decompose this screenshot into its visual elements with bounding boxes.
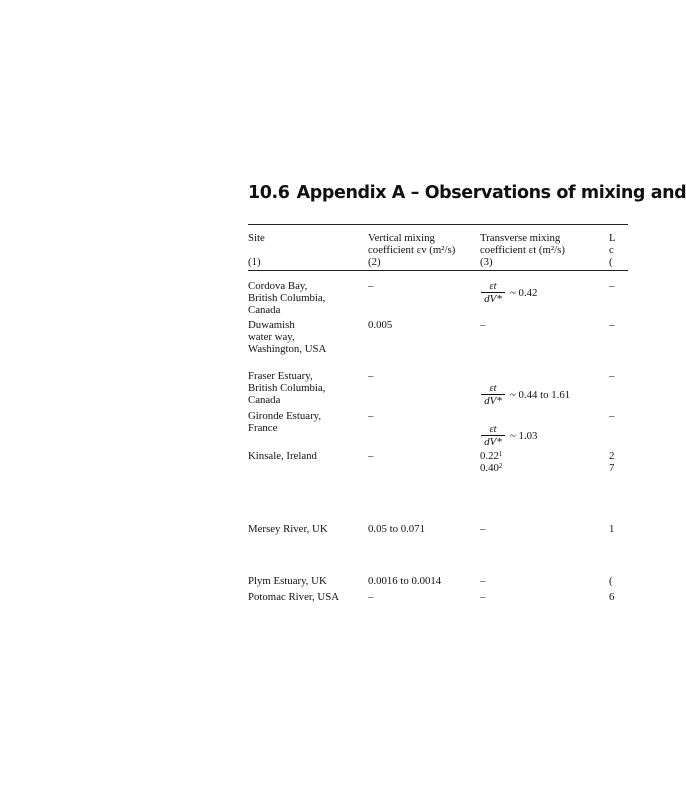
- transverse-value: ~ 0.44 to 1.61: [510, 389, 571, 401]
- col4-value: 2: [609, 450, 615, 462]
- transverse-value: –: [480, 523, 486, 535]
- site-name-line: Cordova Bay,: [248, 280, 308, 292]
- transverse-value: –: [480, 591, 486, 603]
- col4-value: 7: [609, 462, 615, 474]
- vertical-value: –: [368, 280, 374, 292]
- footnote-marker: 1: [498, 450, 503, 458]
- transverse-value: [480, 462, 502, 474]
- section-heading: [248, 183, 686, 203]
- footnote-marker: 2: [498, 462, 503, 470]
- header-transverse-line2: coefficient εt (m²/s): [480, 244, 565, 256]
- vertical-value: 0.005: [368, 319, 393, 331]
- vertical-value: –: [368, 450, 374, 462]
- header-vertical-line2: coefficient εv (m²/s): [368, 244, 456, 256]
- site-name-line: France: [248, 422, 278, 434]
- transverse-value-number: 0.40: [480, 462, 499, 474]
- vertical-value: 0.05 to 0.071: [368, 523, 425, 535]
- header-col4-line2: c: [609, 244, 614, 256]
- site-name-line: British Columbia,: [248, 382, 326, 394]
- site-name-line: Fraser Estuary,: [248, 370, 313, 382]
- transverse-fraction: [480, 424, 506, 448]
- site-name-line: Duwamish: [248, 319, 295, 331]
- header-vertical-number: (2): [368, 256, 381, 268]
- col4-value: –: [609, 370, 615, 382]
- site-name-line: Kinsale, Ireland: [248, 450, 317, 462]
- site-name-line: water way,: [248, 331, 295, 343]
- site-name-line: Potomac River, USA: [248, 591, 340, 603]
- header-transverse-number: (3): [480, 256, 493, 268]
- transverse-value-number: 0.22: [480, 450, 499, 462]
- fraction-numerator: εt: [489, 281, 497, 292]
- col4-value: 1: [609, 523, 615, 535]
- col4-value: –: [609, 319, 615, 331]
- site-name-line: Plym Estuary, UK: [248, 575, 327, 587]
- vertical-value: –: [368, 370, 374, 382]
- header-site-number: (1): [248, 256, 261, 268]
- header-col4-number: (: [609, 256, 613, 268]
- table-top-rule: [248, 224, 628, 225]
- site-name-line: Gironde Estuary,: [248, 410, 322, 422]
- site-name-line: Canada: [248, 394, 281, 406]
- header-vertical-line1: Vertical mixing: [368, 232, 435, 244]
- transverse-value: [480, 450, 502, 462]
- col4-value: –: [609, 280, 615, 292]
- fraction-denominator: dV*: [484, 293, 502, 305]
- col4-value: –: [609, 410, 615, 422]
- header-col4-line1: L: [609, 232, 616, 244]
- col4-value: 6: [609, 591, 615, 603]
- header-transverse-line1: Transverse mixing: [480, 232, 561, 244]
- transverse-fraction: [480, 281, 506, 305]
- site-name-line: Canada: [248, 304, 281, 316]
- site-name-line: Mersey River, UK: [248, 523, 328, 535]
- fraction-numerator: εt: [489, 424, 497, 435]
- transverse-value: ~ 1.03: [510, 430, 538, 442]
- section-title: Appendix A – Observations of mixing and: [296, 183, 686, 203]
- header-site: Site: [248, 232, 265, 244]
- table-header-rule: [248, 270, 628, 271]
- fraction-denominator: dV*: [484, 436, 502, 448]
- vertical-value: –: [368, 591, 374, 603]
- transverse-fraction: [480, 383, 506, 407]
- fraction-denominator: dV*: [484, 395, 502, 407]
- vertical-value: 0.0016 to 0.0014: [368, 575, 442, 587]
- vertical-value: –: [368, 410, 374, 422]
- site-name-line: Washington, USA: [248, 343, 327, 355]
- site-name-line: British Columbia,: [248, 292, 326, 304]
- fraction-numerator: εt: [489, 383, 497, 394]
- transverse-value: –: [480, 575, 486, 587]
- col4-value: (: [609, 575, 613, 587]
- section-number: 10.6: [248, 183, 290, 203]
- transverse-value: ~ 0.42: [510, 287, 538, 299]
- transverse-value: –: [480, 319, 486, 331]
